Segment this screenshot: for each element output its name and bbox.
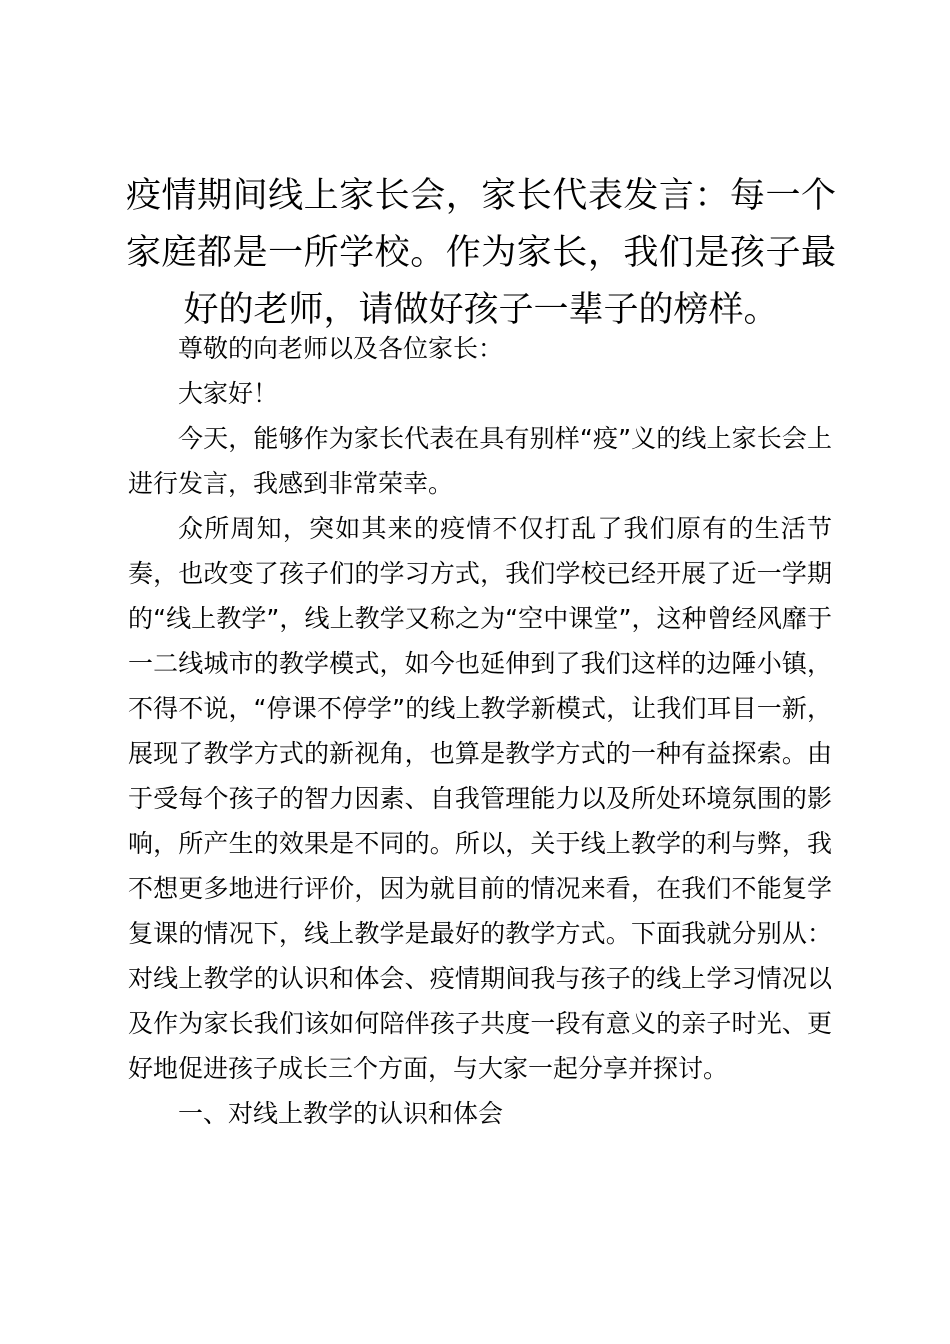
title-line-2: 家庭都是一所学校。作为家长，我们是孩子最 (126, 233, 836, 273)
paragraph-main: 众所周知，突如其来的疫情不仅打乱了我们原有的生活节奏，也改变了孩子们的学习方式，我们学校已经开展了近一学期的“线上教学”，线上教学又称之为“空中课堂”，这种曾经风靡于一二线城市的教学模式，如今也延伸到了我们这样的边陲小镇，不得不说，“停课不停学”的线上教学新模式，让我们耳目一新，展现了教学方式的新视角，也算是教学方式的一种有益探索。由于受每个孩子的智力因素、自我管理能力以及所处环境氛围的影响，所产生的效果是不同的。所以，关于线上教学的利与弊，我不想更多地进行评价，因为就目前的情况来看，在我们不能复学复课的情况下，线上教学是最好的教学方式。下面我就分别从：对线上教学的认识和体会、疫情期间我与孩子的线上学习情况以及作为家长我们该如何陪伴孩子共度一段有意义的亲子时光、更好地促进孩子成长三个方面，与大家一起分享并探讨。 (128, 514, 832, 1083)
paragraph-opening: 今天，能够作为家长代表在具有别样“疫”义的线上家长会上进行发言，我感到非常荣幸。 (128, 424, 832, 498)
title-line-3: 好的老师，请做好孩子一辈子的榜样。 (183, 290, 779, 330)
document-body (128, 326, 832, 1136)
section-heading: 一、对线上教学的认识和体会 (178, 1099, 504, 1128)
document-title (126, 168, 836, 339)
greeting: 大家好！ (178, 379, 279, 408)
title-line-1: 疫情期间线上家长会，家长代表发言：每一个 (126, 176, 836, 216)
salutation: 尊敬的向老师以及各位家长： (178, 334, 504, 363)
